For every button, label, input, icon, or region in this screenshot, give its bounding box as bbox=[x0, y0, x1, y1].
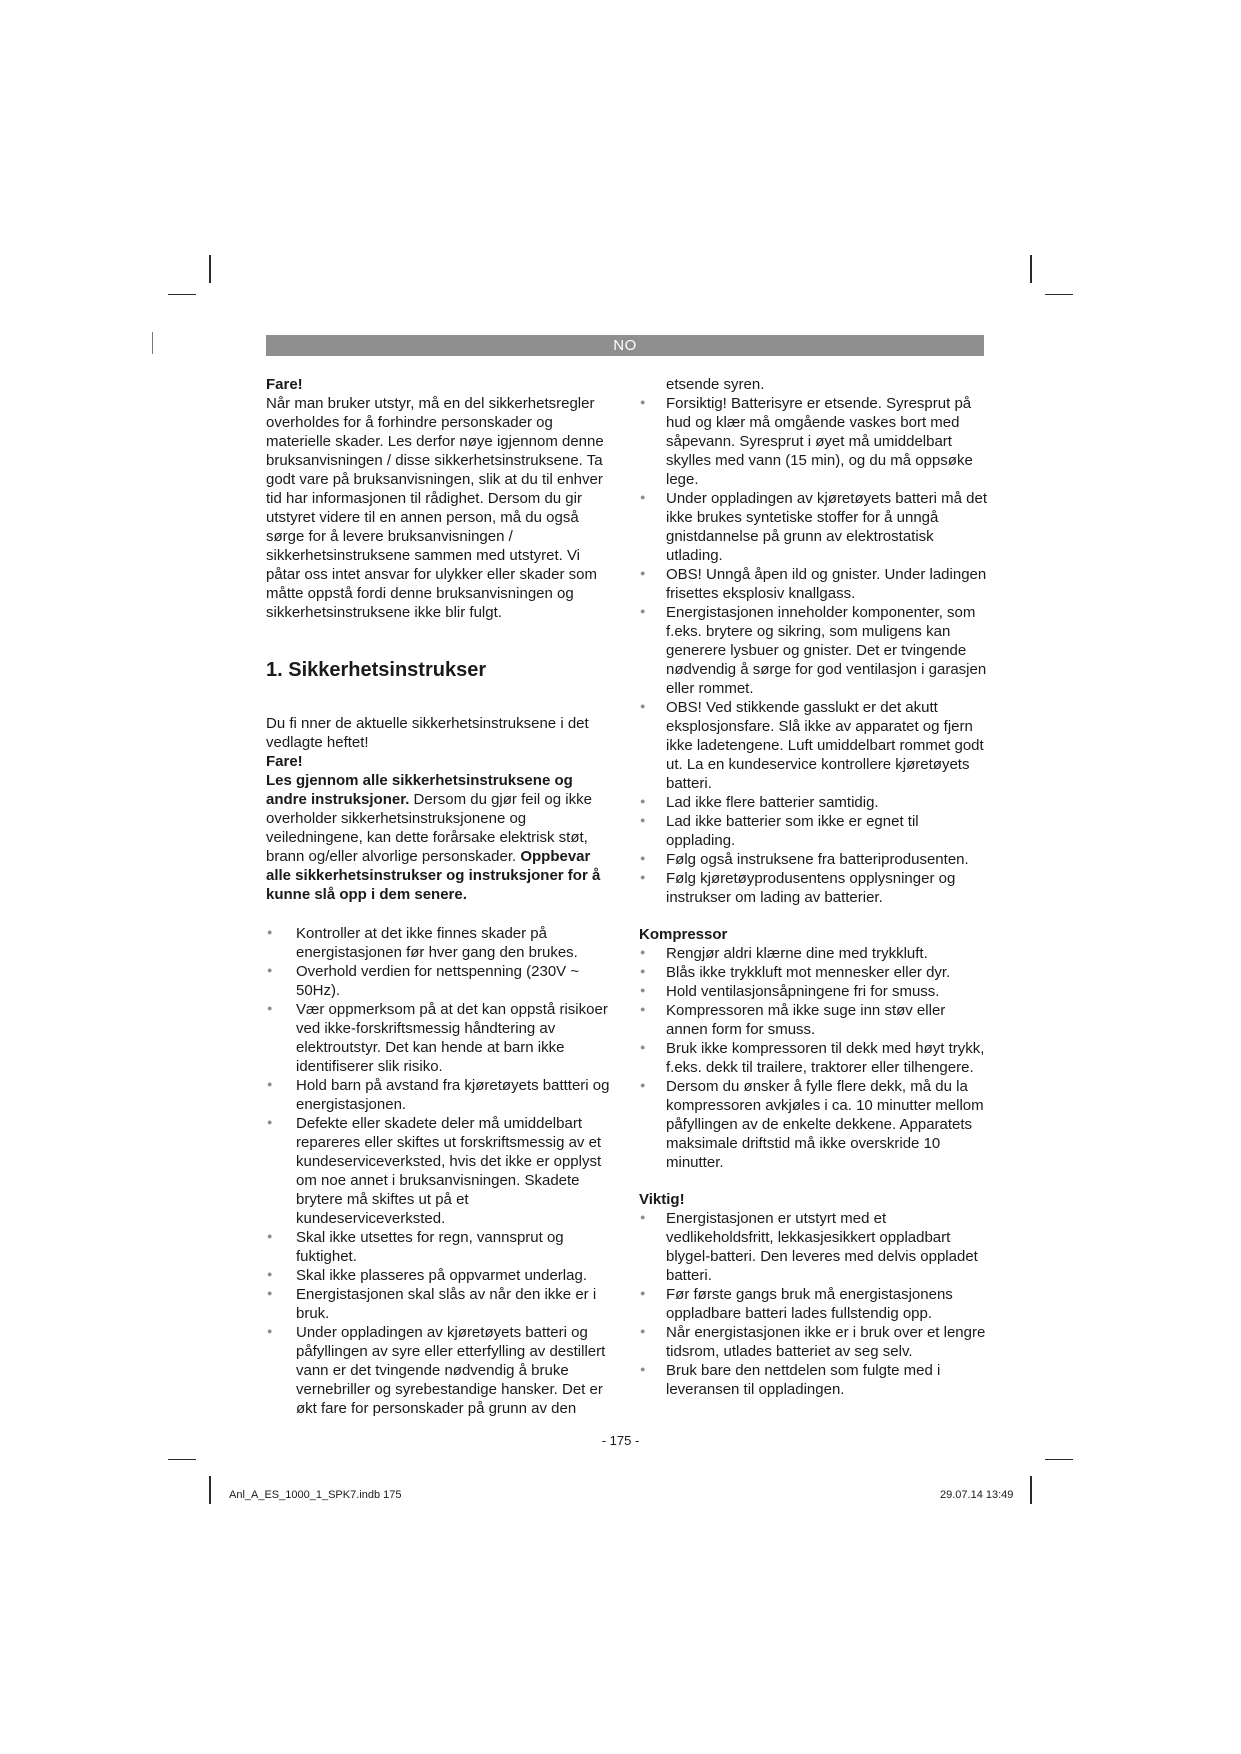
viktig-heading: Viktig! bbox=[639, 1191, 685, 1208]
warning-paragraph bbox=[266, 771, 614, 904]
list-item: ● Skal ikke utsettes for regn, vannsprut og fuktighet. bbox=[266, 1228, 614, 1266]
crop-mark bbox=[168, 294, 196, 295]
footer-timestamp: 29.07.14 13:49 bbox=[940, 1489, 1014, 1501]
list-item: ● OBS! Unngå åpen ild og gnister. Under ladingen frisettes eksplosiv knallgass. bbox=[639, 565, 987, 603]
warning-bold-2: Oppbevar alle sikkerhetsinstrukser og instruksjoner for å kunne slå opp i dem senere. bbox=[266, 848, 601, 903]
list-item: ● Lad ikke flere batterier samtidig. bbox=[639, 793, 987, 812]
crop-mark bbox=[209, 255, 211, 283]
list-item: ● Følg kjøretøyprodusentens opplysninger og instrukser om lading av batterier. bbox=[639, 869, 987, 907]
intro-text: Når man bruker utstyr, må en del sikkerhetsregler overholdes for å forhindre personskader og materielle skader. Les derfor nøye igjennom denne bruksanvisningen / disse sikkerhetsinstruksene. Ta godt vare på bruksanvisningen, slik at du til enhver tid har informasjonen til rådighet. Dersom du gir utstyret videre til en annen person, må du også sørge for å levere bruksanvisningen / sikkerhetsinstruksene sammen med utstyret. Vi påtar oss intet ansvar for ulykker eller skader som måtte oppstå fordi denne bruksanvisningen og sikkerhetsinstruksene ikke blir fulgt. bbox=[266, 395, 604, 621]
list-item: ● Hold ventilasjonsåpningene fri for smuss. bbox=[639, 982, 987, 1001]
list-item: ● Skal ikke plasseres på oppvarmet underlag. bbox=[266, 1266, 614, 1285]
warning-heading: Fare! bbox=[266, 753, 303, 770]
section-intro: Du fi nner de aktuelle sikkerhetsinstruksene i det vedlagte heftet! bbox=[266, 715, 589, 751]
list-item: ● Under oppladingen av kjøretøyets batteri og påfyllingen av syre eller etterfylling av destillert vann er det tvingende nødvendig å bruke vernebriller og syrebestandige hansker. Det er økt fare for personskader på grunn av den bbox=[266, 1323, 614, 1418]
crop-mark bbox=[152, 332, 153, 354]
list-item-continuation: etsende syren. bbox=[666, 376, 765, 393]
list-item: ● Energistasjonen skal slås av når den ikke er i bruk. bbox=[266, 1285, 614, 1323]
list-item: ● Energistasjonen er utstyrt med et vedlikeholdsfritt, lekkasjesikkert oppladbart blygel-batteri. Den leveres med delvis oppladet batteri. bbox=[639, 1209, 987, 1285]
crop-mark bbox=[209, 1476, 211, 1504]
crop-mark bbox=[1030, 1476, 1032, 1504]
warning-bold-1: Les gjennom alle sikkerhetsinstruksene og andre instruksjoner. bbox=[266, 772, 573, 808]
safety-bullet-list bbox=[266, 924, 614, 1418]
list-item: ● Rengjør aldri klærne dine med trykkluft. bbox=[639, 944, 987, 963]
right-column bbox=[639, 375, 987, 1399]
list-item: ● Dersom du ønsker å fylle flere dekk, må du la kompressoren avkjøles i ca. 10 minutter mellom påfyllingen av de enkelte dekkene. Apparatets maksimale driftstid må ikke overskride 10 minutter. bbox=[639, 1077, 987, 1172]
intro-heading: Fare! bbox=[266, 376, 303, 393]
crop-mark bbox=[1030, 255, 1032, 283]
list-item: ● Lad ikke batterier som ikke er egnet til opplading. bbox=[639, 812, 987, 850]
crop-mark bbox=[168, 1459, 196, 1460]
viktig-bullet-list bbox=[639, 1209, 987, 1399]
left-column bbox=[266, 375, 614, 1418]
language-code: NO bbox=[613, 337, 637, 354]
footer-file-name: Anl_A_ES_1000_1_SPK7.indb 175 bbox=[229, 1489, 402, 1501]
list-item: ● Kompressoren må ikke suge inn støv eller annen form for smuss. bbox=[639, 1001, 987, 1039]
crop-mark bbox=[1045, 294, 1073, 295]
language-header-bar bbox=[266, 335, 984, 356]
list-item: ● Defekte eller skadete deler må umiddelbart repareres eller skiftes ut forskriftsmessig av et kundeserviceverksted, hvis det ikke er opplyst om noe annet i bruksanvisningen. Skadete brytere må skiftes ut på et kundeserviceverksted. bbox=[266, 1114, 614, 1228]
list-item: ● Bruk bare den nettdelen som fulgte med i leveransen til oppladingen. bbox=[639, 1361, 987, 1399]
page-number: - 175 - bbox=[601, 1433, 640, 1448]
list-item: ● Bruk ikke kompressoren til dekk med høyt trykk, f.eks. dekk til trailere, traktorer eller tilhengere. bbox=[639, 1039, 987, 1077]
list-item: ● Energistasjonen inneholder komponenter, som f.eks. brytere og sikring, som muligens kan generere lysbuer og gnister. Det er tvingende nødvendig å sørge for god ventilasjon i garasjen eller rommet. bbox=[639, 603, 987, 698]
kompressor-heading: Kompressor bbox=[639, 926, 728, 943]
list-item: ● Under oppladingen av kjøretøyets batteri må det ikke brukes syntetiske stoffer for å unngå gnistdannelse på grunn av elektrostatisk utlading. bbox=[639, 489, 987, 565]
list-item: ● Hold barn på avstand fra kjøretøyets battteri og energistasjonen. bbox=[266, 1076, 614, 1114]
safety-bullet-list-continued bbox=[639, 375, 987, 907]
section-title: 1. Sikkerhetsinstrukser bbox=[266, 659, 487, 681]
list-item: ● Følg også instruksene fra batteriprodusenten. bbox=[639, 850, 987, 869]
warning-text: Dersom du gjør feil og ikke overholder sikkerhetsinstruksjonene og veiledningene, kan dette forårsake elektrisk støt, brann og/eller alvorlige personskader. bbox=[266, 791, 592, 865]
list-item: ● Før første gangs bruk må energistasjonens oppladbare batteri lades fullstendig opp. bbox=[639, 1285, 987, 1323]
list-item: ● Overhold verdien for nettspenning (230V ~ 50Hz). bbox=[266, 962, 614, 1000]
list-item: ● Kontroller at det ikke finnes skader på energistasjonen før hver gang den brukes. bbox=[266, 924, 614, 962]
list-item: ● Forsiktig! Batterisyre er etsende. Syresprut på hud og klær må omgående vaskes bort med såpevann. Syresprut i øyet må umiddelbart skylles med vann (15 min), og du må oppsøke lege. bbox=[639, 394, 987, 489]
list-item: ● OBS! Ved stikkende gasslukt er det akutt eksplosjonsfare. Slå ikke av apparatet og fjern ikke ladetengene. Luft umiddelbart rommet godt ut. La en kundeservice kontrollere kjøretøyets batteri. bbox=[639, 698, 987, 793]
crop-mark bbox=[1045, 1459, 1073, 1460]
kompressor-bullet-list bbox=[639, 944, 987, 1172]
list-item: ● Vær oppmerksom på at det kan oppstå risikoer ved ikke-forskriftsmessig håndtering av elektroutstyr. Det kan hende at barn ikke identifiserer slik risiko. bbox=[266, 1000, 614, 1076]
list-item: ● Blås ikke trykkluft mot mennesker eller dyr. bbox=[639, 963, 987, 982]
list-item: ● Når energistasjonen ikke er i bruk over et lengre tidsrom, utlades batteriet av seg selv. bbox=[639, 1323, 987, 1361]
